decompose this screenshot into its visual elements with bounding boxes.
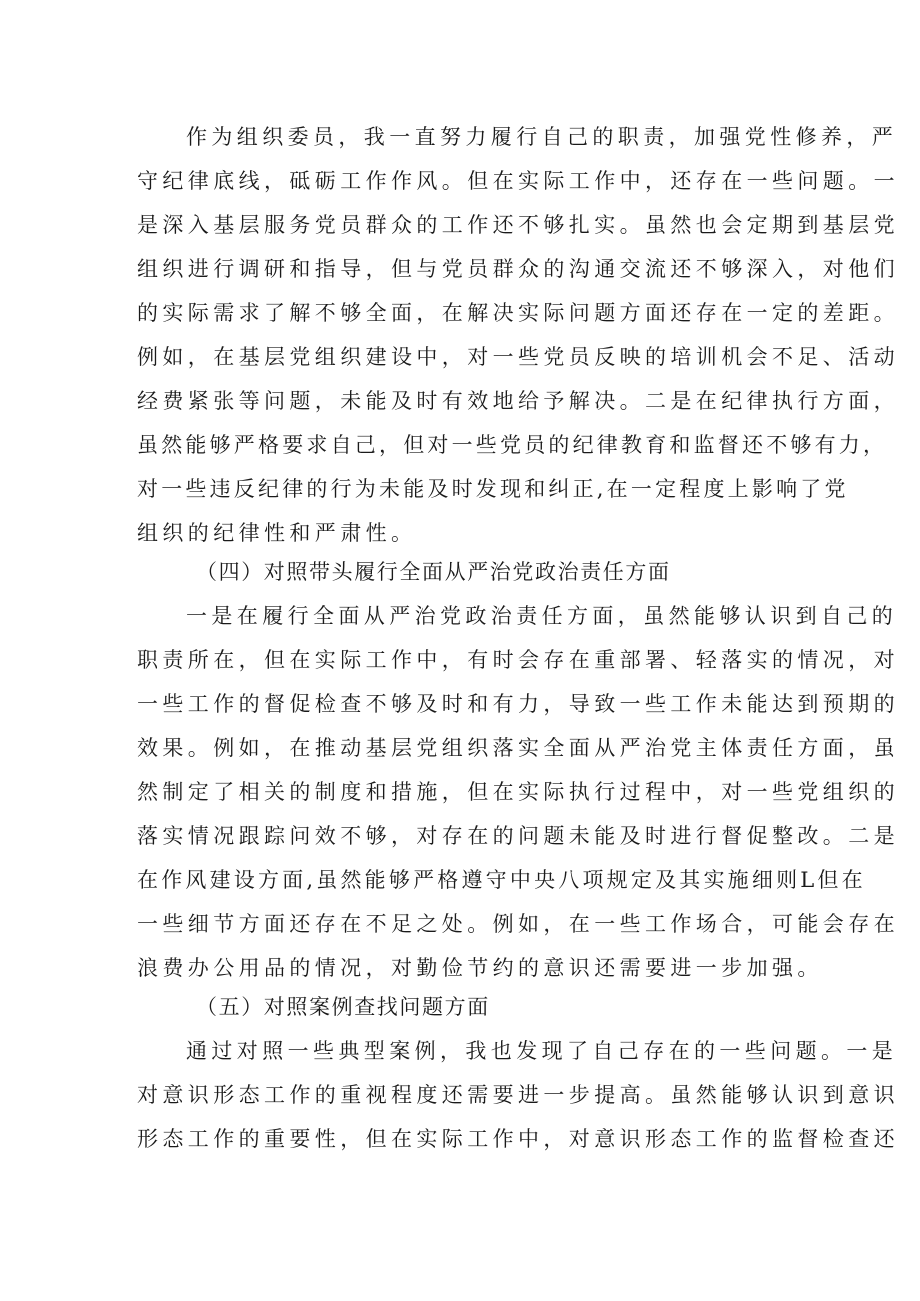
text-line: 效果。例如，在推动基层党组织落实全面从严治党主体责任方面，虽 — [137, 736, 899, 760]
text-line: 是深入基层服务党员群众的工作还不够扎实。虽然也会定期到基层党 — [137, 213, 899, 237]
text-line: 守纪律底线，砥砺工作作风。但在实际工作中，还存在一些问题。一 — [137, 169, 899, 193]
text-line: 浪费办公用品的情况，对勤俭节约的意识还需要进一步加强。 — [137, 956, 823, 980]
text-line: 一是在履行全面从严治党政治责任方面，虽然能够认识到自己的 — [186, 604, 898, 628]
text-line: 例如，在基层党组织建设中，对一些党员反映的培训机会不足、活动 — [137, 345, 899, 369]
text-line: 一些工作的督促检查不够及时和有力，导致一些工作未能达到预期的 — [137, 692, 899, 716]
text-line: 职责所在，但在实际工作中，有时会存在重部署、轻落实的情况，对 — [137, 648, 899, 672]
text-line: 虽然能够严格要求自己，但对一些党员的纪律教育和监督还不够有力， — [137, 433, 888, 457]
text-line: 落实情况跟踪问效不够，对存在的问题未能及时进行督促整改。二是 — [137, 824, 899, 848]
text-line: 在作风建设方面,虽然能够严格遵守中央八项规定及其实施细则L但在 — [137, 868, 866, 892]
text-line: 形态工作的重要性，但在实际工作中，对意识形态工作的监督检查还 — [137, 1127, 899, 1151]
text-line: 然制定了相关的制度和措施，但在实际执行过程中，对一些党组织的 — [137, 780, 899, 804]
text-line: 的实际需求了解不够全面，在解决实际问题方面还存在一定的差距。 — [137, 301, 899, 325]
text-line: 作为组织委员，我一直努力履行自己的职责，加强党性修养，严 — [186, 125, 898, 149]
section-heading-4: （四）对照带头履行全面从严治党政治责任方面 — [196, 560, 671, 584]
text-line: 对意识形态工作的重视程度还需要进一步提高。虽然能够认识到意识 — [137, 1083, 899, 1107]
text-line: 一些细节方面还存在不足之处。例如，在一些工作场合，可能会存在 — [137, 912, 899, 936]
text-line: 组织的纪律性和严肃性。 — [137, 521, 417, 545]
section-heading-5: （五）对照案例查找问题方面 — [196, 995, 490, 1019]
text-line: 经费紧张等问题，未能及时有效地给予解决。二是在纪律执行方面， — [137, 389, 899, 413]
text-line: 组织进行调研和指导，但与党员群众的沟通交流还不够深入，对他们 — [137, 257, 899, 281]
text-line: 通过对照一些典型案例，我也发现了自己存在的一些问题。一是 — [186, 1039, 898, 1063]
text-line: 对一些违反纪律的行为未能及时发现和纠正,在一定程度上影响了党 — [137, 477, 849, 501]
